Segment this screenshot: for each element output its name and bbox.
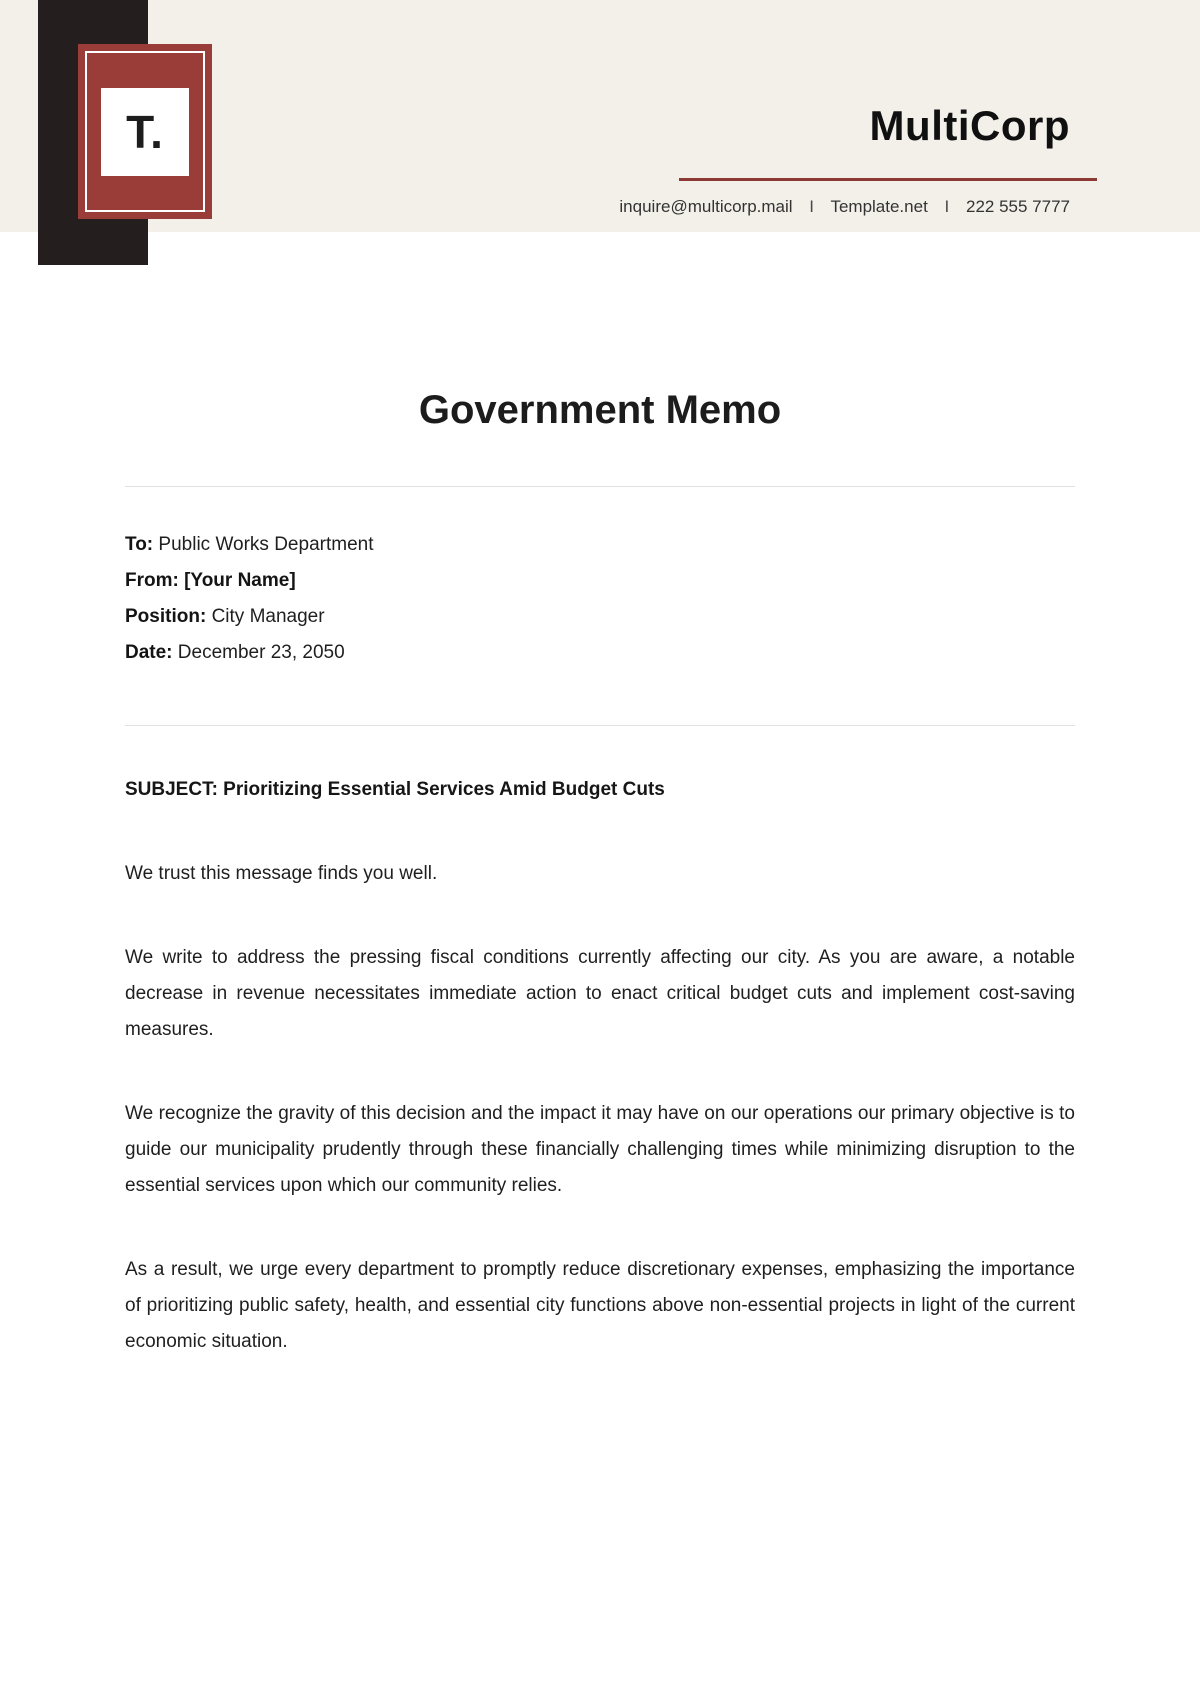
paragraph-objective: We recognize the gravity of this decision and the impact it may have on our operations our primary objective is to guide our municipality prudently through these financially challenging times while minimizing disruption to the essential services upon which our community relies.: [125, 1103, 1075, 1196]
meta-position-label: Position:: [125, 606, 207, 627]
subject-line: SUBJECT: Prioritizing Essential Services Amid Budget Cuts: [125, 779, 665, 800]
contact-email: inquire@multicorp.mail: [619, 197, 793, 216]
meta-position-value: City Manager: [211, 606, 325, 627]
meta-to-label: To:: [125, 534, 154, 555]
logo-letter: T.: [126, 105, 164, 158]
meta-from: [125, 563, 1075, 599]
meta-date-value: December 23, 2050: [177, 642, 345, 663]
contact-separator: I: [944, 197, 950, 216]
brand-name: MultiCorp: [869, 102, 1070, 149]
paragraph-greeting: We trust this message finds you well.: [125, 863, 438, 884]
meta-date-label: Date:: [125, 642, 173, 663]
memo-meta-block: [125, 487, 1075, 671]
meta-position: [125, 599, 1075, 635]
contact-separator: I: [809, 197, 815, 216]
paragraph-fiscal-conditions: We write to address the pressing fiscal conditions currently affecting our city. As you are aware, a notable decrease in revenue necessitates immediate action to enact critical budget cuts and implement cost-saving measures.: [125, 947, 1075, 1040]
meta-from-label: From:: [125, 570, 179, 591]
document-title: Government Memo: [418, 388, 782, 432]
contact-phone: 222 555 7777: [966, 197, 1070, 216]
meta-from-value: [Your Name]: [184, 570, 296, 591]
meta-to: [125, 527, 1075, 563]
meta-date: [125, 635, 1075, 671]
paragraph-directive: As a result, we urge every department to promptly reduce discretionary expenses, emphasizing the importance of prioritizing public safety, health, and essential city functions above non-essential projects in light of the current economic situation.: [125, 1259, 1075, 1352]
meta-to-value: Public Works Department: [158, 534, 374, 555]
contact-website: Template.net: [830, 197, 928, 216]
